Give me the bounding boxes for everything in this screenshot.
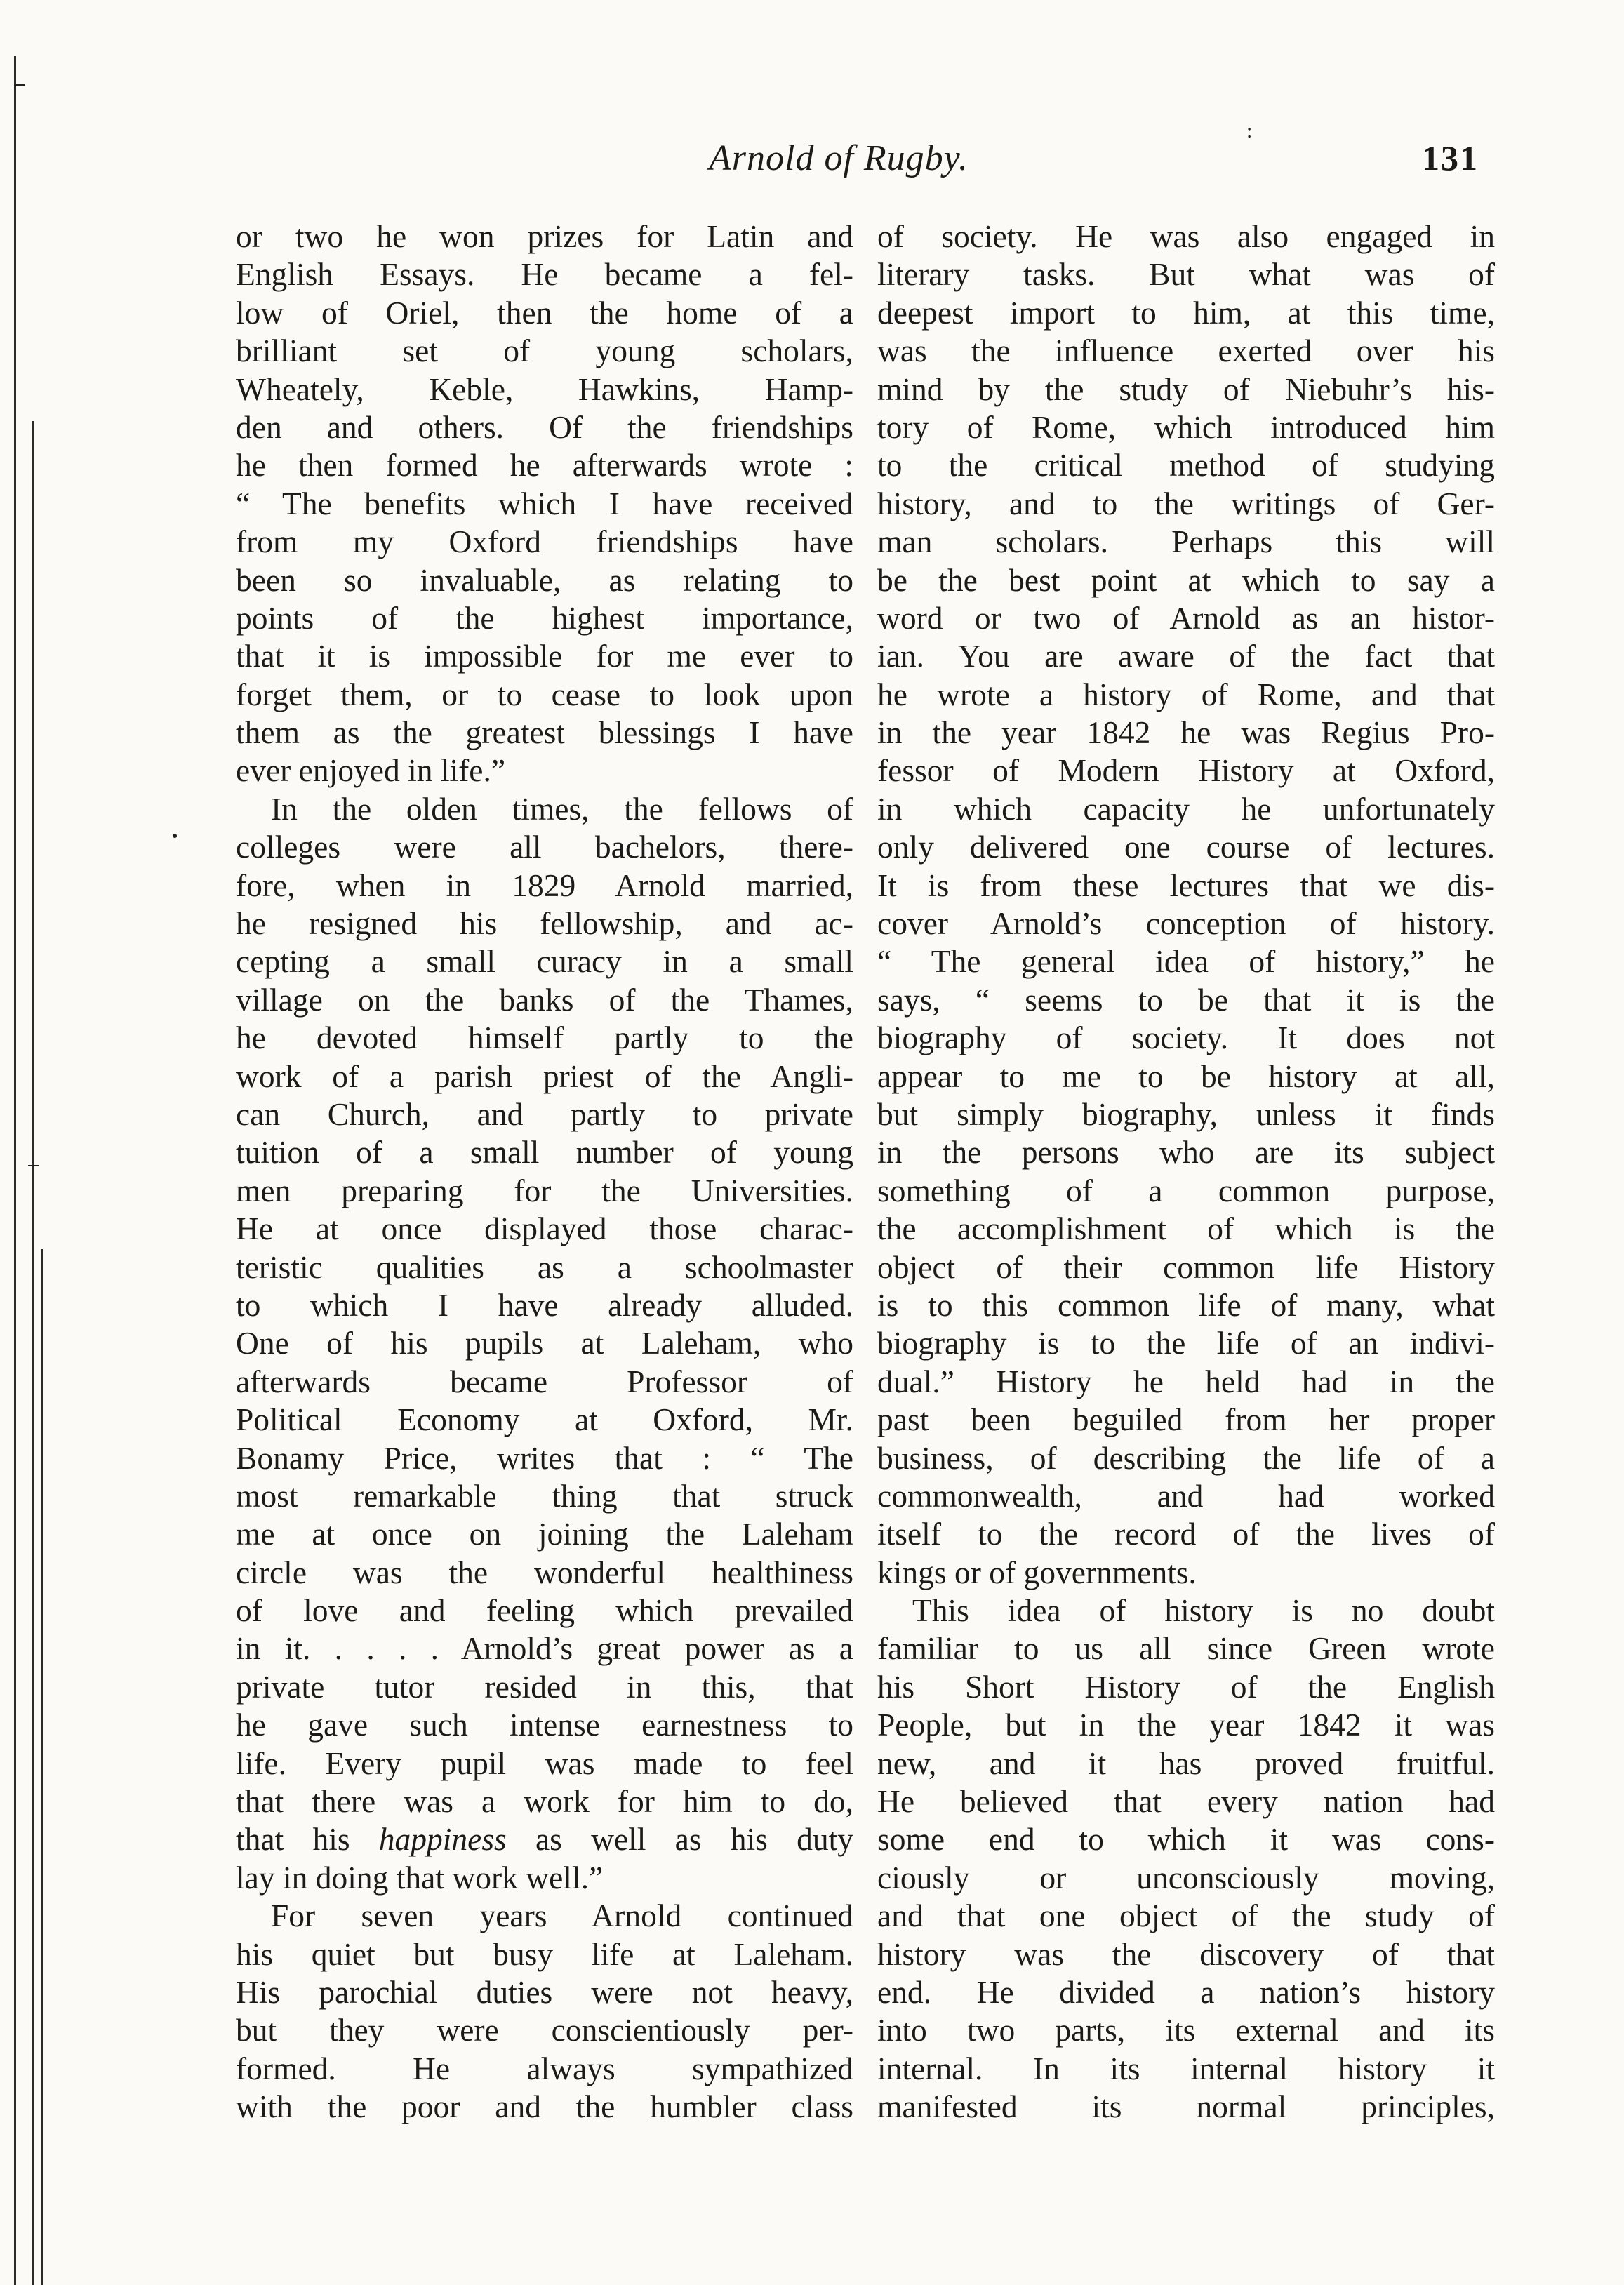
text-line: Bonamy Price, writes that : “ The <box>236 1439 853 1476</box>
text-line: low of Oriel, then the home of a <box>236 294 853 331</box>
page-number: 131 <box>1422 138 1479 178</box>
text-line: English Essays. He became a fel- <box>236 256 853 293</box>
text-line: appear to me to be history at all, <box>877 1058 1495 1094</box>
text-line: private tutor resided in this, that <box>236 1668 853 1705</box>
text-line: biography is to the life of an indivi- <box>877 1325 1495 1361</box>
text-line: People, but in the year 1842 it was <box>877 1707 1495 1743</box>
text-line: end. He divided a nation’s history <box>877 1973 1495 2010</box>
text-line: was the influence exerted over his <box>877 333 1495 369</box>
text-line: fore, when in 1829 Arnold married, <box>236 867 853 903</box>
text-line: past been beguiled from her proper <box>877 1401 1495 1438</box>
text-line: word or two of Arnold as an histor- <box>877 599 1495 636</box>
text-line: afterwards became Professor of <box>236 1363 853 1399</box>
text-line <box>236 1820 853 1858</box>
stray-ink-mark: : <box>1246 119 1253 142</box>
text-line: he resigned his fellowship, and ac- <box>236 905 853 942</box>
text-line: tuition of a small number of young <box>236 1134 853 1171</box>
text-line: to the critical method of studying <box>877 447 1495 484</box>
text-line: or two he won prizes for Latin and <box>236 218 853 254</box>
text-line: some end to which it was cons- <box>877 1821 1495 1858</box>
text-line: only delivered one course of lectures. <box>877 829 1495 865</box>
text-line: that it is impossible for me ever to <box>236 638 853 674</box>
text-line: history was the discovery of that <box>877 1936 1495 1972</box>
text-line: his quiet but busy life at Laleham. <box>236 1936 853 1972</box>
text-line: This idea of history is no doubt <box>912 1592 1495 1629</box>
text-line: most remarkable thing that struck <box>236 1477 853 1514</box>
text-line: something of a common purpose, <box>877 1172 1495 1208</box>
text-line: of love and feeling which prevailed <box>236 1592 853 1629</box>
text-line: One of his pupils at Laleham, who <box>236 1325 853 1361</box>
text-line: his Short History of the English <box>877 1668 1495 1705</box>
text-line: object of their common life History <box>877 1248 1495 1285</box>
binding-edge-tick <box>28 1165 39 1166</box>
text-line: tory of Rome, which introduced him <box>877 408 1495 445</box>
text-line: with the poor and the humbler class <box>236 2089 853 2125</box>
text-line: men preparing for the Universities. <box>236 1172 853 1208</box>
text-line: “ The benefits which I have received <box>236 485 853 521</box>
text-line: forget them, or to cease to look upon <box>236 676 853 712</box>
text-line: them as the greatest blessings I have <box>236 714 853 751</box>
text-line: dual.” History he held had in the <box>877 1363 1495 1399</box>
text-line: It is from these lectures that we dis- <box>877 867 1495 903</box>
text-segment: as well as his duty <box>506 1821 853 1858</box>
text-line: that there was a work for him to do, <box>236 1783 853 1820</box>
text-line: is to this common life of many, what <box>877 1286 1495 1323</box>
right-text-column <box>877 218 1495 2126</box>
text-line: ciously or unconsciously moving, <box>877 1859 1495 1896</box>
text-line: cover Arnold’s conception of history. <box>877 905 1495 942</box>
text-line: he devoted himself partly to the <box>236 1020 853 1056</box>
text-line: new, and it has proved fruitful. <box>877 1745 1495 1781</box>
text-line: biography of society. It does not <box>877 1020 1495 1056</box>
text-line: internal. In its internal history it <box>877 2050 1495 2086</box>
text-line: from my Oxford friendships have <box>236 524 853 560</box>
text-line: brilliant set of young scholars, <box>236 333 853 369</box>
text-line: business, of describing the life of a <box>877 1439 1495 1476</box>
emphasized-word: happiness <box>378 1821 507 1858</box>
text-line: deepest import to him, at this time, <box>877 294 1495 331</box>
text-line: says, “ seems to be that it is the <box>877 981 1495 1018</box>
left-text-column <box>236 218 853 2126</box>
text-line: of society. He was also engaged in <box>877 218 1495 254</box>
text-line: His parochial duties were not heavy, <box>236 1973 853 2010</box>
binding-edge-line-accent <box>41 1249 43 2285</box>
text-line: the accomplishment of which is the <box>877 1211 1495 1247</box>
text-line: manifested its normal principles, <box>877 2089 1495 2125</box>
text-line: For seven years Arnold continued <box>271 1898 853 1934</box>
text-line: den and others. Of the friendships <box>236 408 853 445</box>
text-line: to which I have already alluded. <box>236 1286 853 1323</box>
binding-edge-tick <box>14 84 25 86</box>
text-line: but they were conscientiously per- <box>236 2012 853 2048</box>
binding-edge-line-inner <box>32 421 34 2285</box>
text-line: teristic qualities as a schoolmaster <box>236 1248 853 1285</box>
text-line: He believed that every nation had <box>877 1783 1495 1820</box>
text-line: life. Every pupil was made to feel <box>236 1745 853 1781</box>
text-line: Political Economy at Oxford, Mr. <box>236 1401 853 1438</box>
text-line: and that one object of the study of <box>877 1898 1495 1934</box>
text-line: in the year 1842 he was Regius Pro- <box>877 714 1495 751</box>
text-line: in the persons who are its subject <box>877 1134 1495 1171</box>
text-line: can Church, and partly to private <box>236 1095 853 1132</box>
text-line: He at once displayed those charac- <box>236 1211 853 1247</box>
text-line: man scholars. Perhaps this will <box>877 524 1495 560</box>
text-line: familiar to us all since Green wrote <box>877 1630 1495 1667</box>
text-line: points of the highest importance, <box>236 599 853 636</box>
text-line: mind by the study of Niebuhr’s his- <box>877 371 1495 407</box>
text-line: in it. . . . . Arnold’s great power as a <box>236 1630 853 1667</box>
text-line: been so invaluable, as relating to <box>236 561 853 598</box>
text-line: into two parts, its external and its <box>877 2012 1495 2048</box>
text-segment: that his <box>236 1821 379 1858</box>
text-line: village on the banks of the Thames, <box>236 981 853 1018</box>
text-line: ever enjoyed in life.” <box>236 752 506 789</box>
text-line: circle was the wonderful healthiness <box>236 1554 853 1590</box>
text-line: history, and to the writings of Ger- <box>877 485 1495 521</box>
binding-edge-tick <box>173 834 177 838</box>
text-line: Wheately, Keble, Hawkins, Hamp- <box>236 371 853 407</box>
text-line: itself to the record of the lives of <box>877 1516 1495 1552</box>
text-line: work of a parish priest of the Angli- <box>236 1058 853 1094</box>
text-line: cepting a small curacy in a small <box>236 943 853 980</box>
text-line: ian. You are aware of the fact that <box>877 638 1495 674</box>
text-line: kings or of governments. <box>877 1554 1197 1590</box>
text-line: commonwealth, and had worked <box>877 1477 1495 1514</box>
text-line: formed. He always sympathized <box>236 2050 853 2086</box>
text-line: he then formed he afterwards wrote : <box>236 447 853 484</box>
text-line: but simply biography, unless it finds <box>877 1095 1495 1132</box>
text-line: “ The general idea of history,” he <box>877 943 1495 980</box>
text-line: he gave such intense earnestness to <box>236 1707 853 1743</box>
running-title: Arnold of Rugby. <box>709 138 969 178</box>
text-line: fessor of Modern History at Oxford, <box>877 752 1495 789</box>
text-line: colleges were all bachelors, there- <box>236 829 853 865</box>
page-header <box>0 138 1624 194</box>
text-line: be the best point at which to say a <box>877 561 1495 598</box>
text-line: he wrote a history of Rome, and that <box>877 676 1495 712</box>
text-line: literary tasks. But what was of <box>877 256 1495 293</box>
text-line: in which capacity he unfortunately <box>877 790 1495 827</box>
text-line: lay in doing that work well.” <box>236 1859 604 1896</box>
binding-edge-line <box>14 56 16 2285</box>
text-line: me at once on joining the Laleham <box>236 1516 853 1552</box>
text-line: In the olden times, the fellows of <box>271 790 853 827</box>
